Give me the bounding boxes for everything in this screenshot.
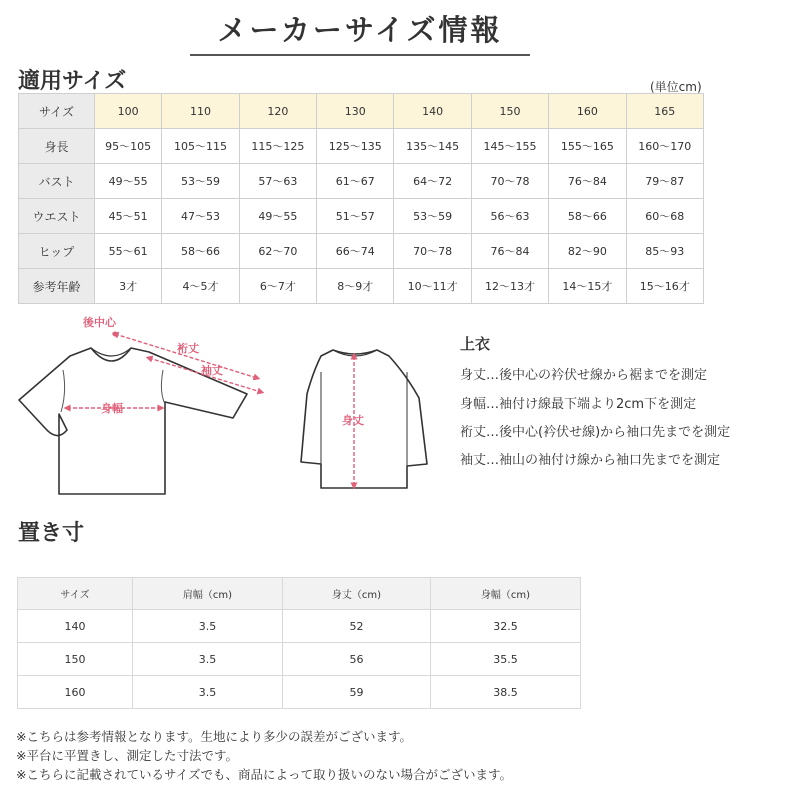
table-cell: 160〜170 xyxy=(626,129,703,164)
table-cell: 56 xyxy=(283,643,431,676)
label-back-center: 後中心 xyxy=(83,316,116,329)
legend-line: 袖丈…袖山の袖付け線から袖口先までを測定 xyxy=(460,453,721,468)
flat-section-heading: 置き寸 xyxy=(18,521,85,546)
table-cell: 52 xyxy=(283,610,431,643)
flat-header-cell: 身丈（cm) xyxy=(283,578,431,610)
size-cell: 165 xyxy=(626,94,703,129)
title-underline xyxy=(190,54,530,56)
table-row xyxy=(18,676,581,709)
unit-note: (単位cm) xyxy=(650,80,702,94)
table-cell: 3才 xyxy=(95,269,162,304)
size-section-heading: 適用サイズ xyxy=(18,69,127,94)
table-cell: 4〜5才 xyxy=(162,269,239,304)
table-cell: 155〜165 xyxy=(549,129,626,164)
table-row xyxy=(19,199,704,234)
label-chest: 身幅 xyxy=(101,402,123,415)
table-cell: 47〜53 xyxy=(162,199,239,234)
size-cell: 100 xyxy=(95,94,162,129)
table-cell: 70〜78 xyxy=(471,164,548,199)
table-cell: 66〜74 xyxy=(317,234,394,269)
table-cell: 3.5 xyxy=(133,610,283,643)
table-cell: 53〜59 xyxy=(394,199,471,234)
label-yuki: 裄丈 xyxy=(177,342,199,355)
table-row xyxy=(19,129,704,164)
table-cell: 135〜145 xyxy=(394,129,471,164)
table-cell: 125〜135 xyxy=(317,129,394,164)
table-cell: 49〜55 xyxy=(239,199,316,234)
flat-header-cell: サイズ xyxy=(18,578,133,610)
table-cell: 115〜125 xyxy=(239,129,316,164)
table-cell: 55〜61 xyxy=(95,234,162,269)
table-row xyxy=(19,164,704,199)
table-cell: 51〜57 xyxy=(317,199,394,234)
row-label: 身長 xyxy=(19,129,95,164)
flat-header-cell: 身幅（cm) xyxy=(431,578,581,610)
table-cell: 79〜87 xyxy=(626,164,703,199)
table-cell: 64〜72 xyxy=(394,164,471,199)
row-label: ウエスト xyxy=(19,199,95,234)
table-cell: 82〜90 xyxy=(549,234,626,269)
notes xyxy=(16,727,512,784)
row-label: 参考年齢 xyxy=(19,269,95,304)
table-cell: 95〜105 xyxy=(95,129,162,164)
size-cell: 110 xyxy=(162,94,239,129)
table-cell: 38.5 xyxy=(431,676,581,709)
note-line: ※こちらに記載されているサイズでも、商品によって取り扱いのない場合がございます。 xyxy=(16,767,512,782)
table-cell: 76〜84 xyxy=(549,164,626,199)
table-cell: 58〜66 xyxy=(549,199,626,234)
label-sleeve: 袖丈 xyxy=(201,364,223,377)
size-table xyxy=(18,93,704,304)
size-cell: 150 xyxy=(471,94,548,129)
size-cell: 140 xyxy=(394,94,471,129)
table-cell: 57〜63 xyxy=(239,164,316,199)
table-cell: 10〜11才 xyxy=(394,269,471,304)
table-cell: 105〜115 xyxy=(162,129,239,164)
table-row xyxy=(18,610,581,643)
table-cell: 35.5 xyxy=(431,643,581,676)
table-cell: 49〜55 xyxy=(95,164,162,199)
table-cell: 53〜59 xyxy=(162,164,239,199)
legend-line: 身丈…後中心の衿伏せ線から裾までを測定 xyxy=(460,368,708,383)
table-row xyxy=(19,269,704,304)
legend-line: 裄丈…後中心(衿伏せ線)から袖口先までを測定 xyxy=(460,425,731,440)
table-cell: 3.5 xyxy=(133,676,283,709)
page-title: メーカーサイズ情報 xyxy=(217,13,503,47)
table-cell: 60〜68 xyxy=(626,199,703,234)
table-cell: 15〜16才 xyxy=(626,269,703,304)
flat-header-cell: 肩幅（cm) xyxy=(133,578,283,610)
size-cell: 120 xyxy=(239,94,316,129)
table-cell: 32.5 xyxy=(431,610,581,643)
table-cell: 59 xyxy=(283,676,431,709)
size-header-row xyxy=(19,94,704,129)
size-cell: 160 xyxy=(549,94,626,129)
row-label: バスト xyxy=(19,164,95,199)
table-cell: 76〜84 xyxy=(471,234,548,269)
shirt-back-outline xyxy=(301,350,427,488)
size-cell: 130 xyxy=(317,94,394,129)
row-label: ヒップ xyxy=(19,234,95,269)
table-cell: 6〜7才 xyxy=(239,269,316,304)
table-cell: 12〜13才 xyxy=(471,269,548,304)
table-cell: 62〜70 xyxy=(239,234,316,269)
flat-header-row xyxy=(18,578,581,610)
table-cell: 150 xyxy=(18,643,133,676)
size-header-label: サイズ xyxy=(19,94,95,129)
label-length: 身丈 xyxy=(342,414,364,427)
legend-title: 上衣 xyxy=(460,335,491,353)
table-cell: 14〜15才 xyxy=(549,269,626,304)
table-row xyxy=(18,643,581,676)
note-line: ※平台に平置きし、測定した寸法です。 xyxy=(16,748,238,763)
table-cell: 85〜93 xyxy=(626,234,703,269)
table-cell: 140 xyxy=(18,610,133,643)
back-center-dot xyxy=(113,332,118,337)
table-cell: 58〜66 xyxy=(162,234,239,269)
table-cell: 70〜78 xyxy=(394,234,471,269)
legend-line: 身幅…袖付け線最下端より2cm下を測定 xyxy=(460,397,697,412)
table-cell: 61〜67 xyxy=(317,164,394,199)
table-row xyxy=(19,234,704,269)
table-cell: 160 xyxy=(18,676,133,709)
table-cell: 56〜63 xyxy=(471,199,548,234)
table-cell: 3.5 xyxy=(133,643,283,676)
note-line: ※こちらは参考情報となります。生地により多少の誤差がございます。 xyxy=(16,729,412,744)
table-cell: 45〜51 xyxy=(95,199,162,234)
garment-diagram xyxy=(15,312,445,497)
flat-measure-table xyxy=(17,577,581,709)
table-cell: 8〜9才 xyxy=(317,269,394,304)
table-cell: 145〜155 xyxy=(471,129,548,164)
